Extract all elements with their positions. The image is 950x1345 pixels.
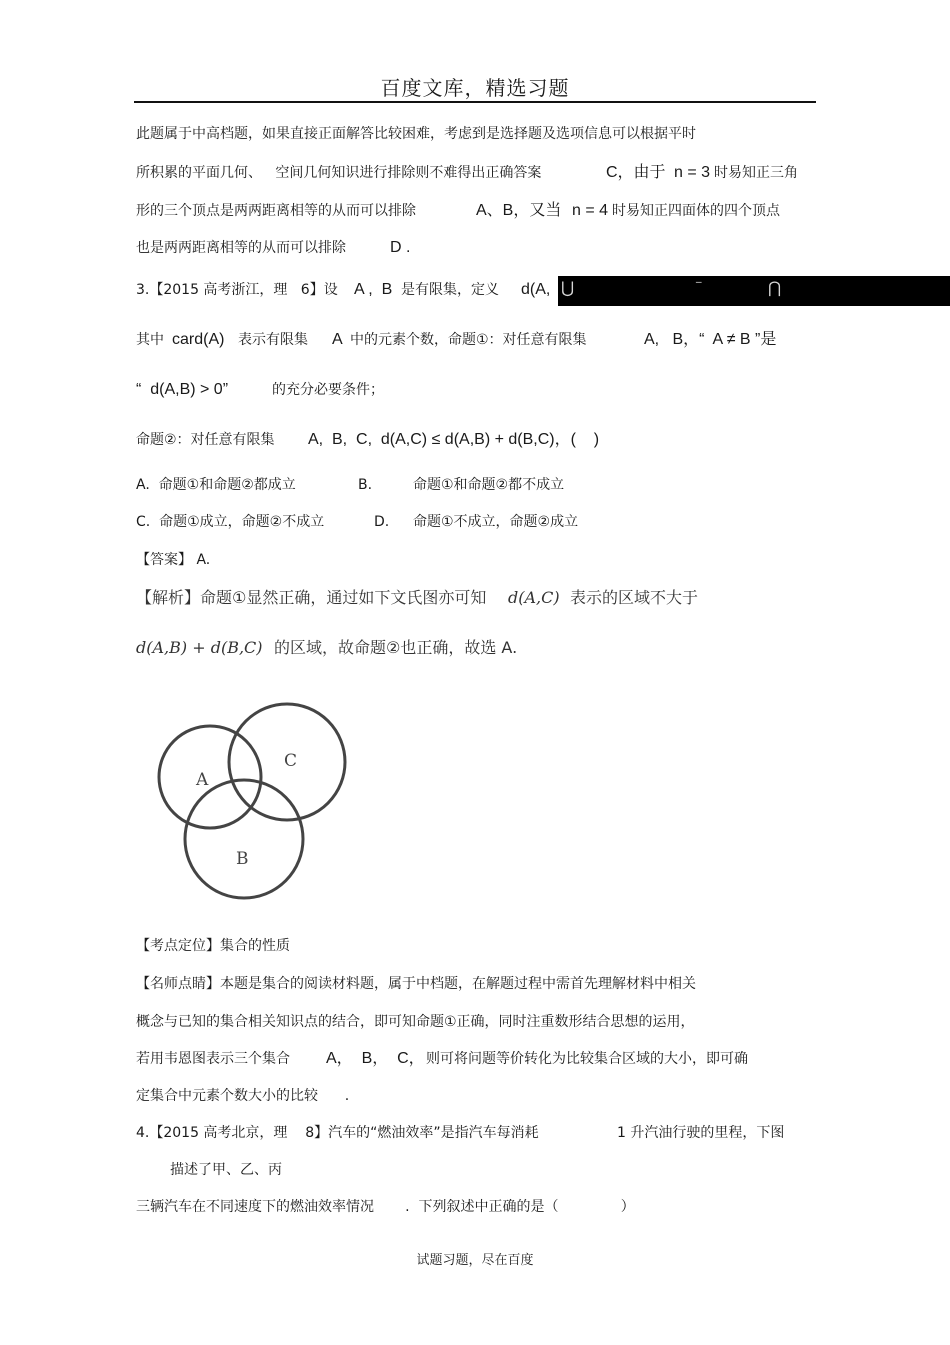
math-d-def: d(A, bbox=[521, 281, 551, 298]
intro-text: 时易知正三角 bbox=[714, 165, 798, 181]
math-n4: n = 4 bbox=[572, 202, 609, 219]
intro-line-3 bbox=[136, 201, 780, 221]
q3-card-line bbox=[136, 330, 777, 350]
venn-diagram bbox=[150, 695, 360, 905]
option-D-label: D. bbox=[374, 514, 390, 530]
option-C: C. 命题①成立，命题②不成立 bbox=[136, 514, 325, 530]
intro-line-1: 此题属于中高档题，如果直接正面解答比较困难，考虑到是选择题及选项信息可以根据平时 bbox=[136, 126, 696, 142]
redacted-formula-bar: ⋃ ‾ ⋂ bbox=[558, 276, 950, 306]
header-title: 百度文库，精选习题 bbox=[380, 76, 570, 100]
analysis-text: 表示的区域不大于 bbox=[570, 588, 699, 607]
analysis-text: 【解析】命题①显然正确，通过如下文氏图亦可知 bbox=[136, 588, 487, 607]
answer-ref: A、B，又当 bbox=[476, 202, 562, 219]
math-sets: A, B，“ A ≠ B ”是 bbox=[644, 331, 777, 348]
math-card: card(A) bbox=[172, 331, 225, 348]
analysis-line-2 bbox=[136, 638, 518, 659]
option-B-label: B. bbox=[358, 477, 373, 493]
text: 4.【2015 高考北京，理 8】汽车的“燃油效率”是指汽车每消耗 bbox=[136, 1125, 539, 1141]
footer-text: 试题习题，尽在百度 bbox=[416, 1253, 534, 1268]
text: 的充分必要条件； bbox=[272, 382, 384, 398]
math-sets: A， B， C， bbox=[326, 1050, 425, 1067]
option-D: 命题①不成立，命题②成立 bbox=[413, 514, 579, 530]
math-inequality: A, B, C, d(A,C) ≤ d(A,B) + d(B,C)，( ) bbox=[308, 431, 600, 448]
answer-ref: C，由于 bbox=[606, 164, 666, 181]
header-rule bbox=[134, 101, 816, 103]
math-condition: “ d(A,B) > 0” bbox=[136, 381, 229, 398]
intro-text: 时易知正四面体的四个顶点 bbox=[612, 203, 780, 219]
q3-prop2-line bbox=[136, 430, 600, 450]
q3-condition-line bbox=[136, 380, 384, 400]
label-B: B bbox=[236, 849, 249, 869]
mingshi-line-2: 概念与已知的集合相关知识点的结合，即可知命题①正确，同时注重数形结合思想的运用， bbox=[136, 1014, 695, 1030]
mingshi-line-1: 【名师点睛】本题是集合的阅读材料题，属于中档题，在解题过程中需首先理解材料中相关 bbox=[136, 976, 696, 992]
math-dAC: d(A,C) bbox=[508, 588, 560, 607]
text: 命题②：对任意有限集 bbox=[136, 432, 275, 448]
answer-ref: D . bbox=[390, 239, 411, 256]
kaodian-line: 【考点定位】集合的性质 bbox=[136, 938, 290, 954]
math-sets: A , B bbox=[354, 281, 393, 298]
math-sum: d(A,B) + d(B,C) bbox=[136, 638, 263, 657]
text: 中的元素个数，命题①：对任意有限集 bbox=[350, 332, 587, 348]
text: 则可将问题等价转化为比较集合区域的大小，即可确 bbox=[426, 1051, 748, 1067]
option-B: 命题①和命题②都不成立 bbox=[413, 477, 565, 493]
intro-text: 所积累的平面几何、 空间几何知识进行排除则不难得出正确答案 bbox=[136, 165, 542, 181]
text: 其中 bbox=[136, 332, 164, 348]
circle-B bbox=[185, 780, 303, 898]
q3-source: 3.【2015 高考浙江，理 6】设 bbox=[136, 282, 338, 298]
label-C: C bbox=[284, 751, 298, 771]
mingshi-line-3 bbox=[136, 1049, 748, 1069]
text: 1 升汽油行驶的里程，下图 bbox=[617, 1125, 785, 1141]
text: 表示有限集 bbox=[238, 332, 308, 348]
q3-header bbox=[136, 280, 551, 300]
q4-line-2: 描述了甲、乙、丙 bbox=[170, 1162, 282, 1178]
intro-text: 形的三个顶点是两两距离相等的从而可以排除 bbox=[136, 203, 416, 219]
label-A: A bbox=[196, 770, 209, 790]
math-A: A bbox=[332, 331, 343, 348]
intro-line-4 bbox=[136, 238, 411, 258]
intro-text: 也是两两距离相等的从而可以排除 bbox=[136, 240, 346, 256]
q4-line-3: 三辆汽车在不同速度下的燃油效率情况 . 下列叙述中正确的是（ ） bbox=[136, 1199, 635, 1215]
analysis-text: 的区域，故命题②也正确，故选 A. bbox=[274, 638, 518, 657]
mingshi-line-4: 定集合中元素个数大小的比较 . bbox=[136, 1088, 350, 1104]
intro-line-2 bbox=[136, 163, 798, 183]
answer-line: 【答案】 A. bbox=[136, 552, 211, 568]
circle-A bbox=[159, 726, 261, 828]
option-A: A. 命题①和命题②都成立 bbox=[136, 477, 296, 493]
analysis-line-1 bbox=[136, 588, 699, 609]
text: 若用韦恩图表示三个集合 bbox=[136, 1051, 290, 1067]
q4-line-1 bbox=[136, 1123, 785, 1143]
q3-define: 是有限集，定义 bbox=[401, 282, 499, 298]
math-n3: n = 3 bbox=[674, 164, 711, 181]
